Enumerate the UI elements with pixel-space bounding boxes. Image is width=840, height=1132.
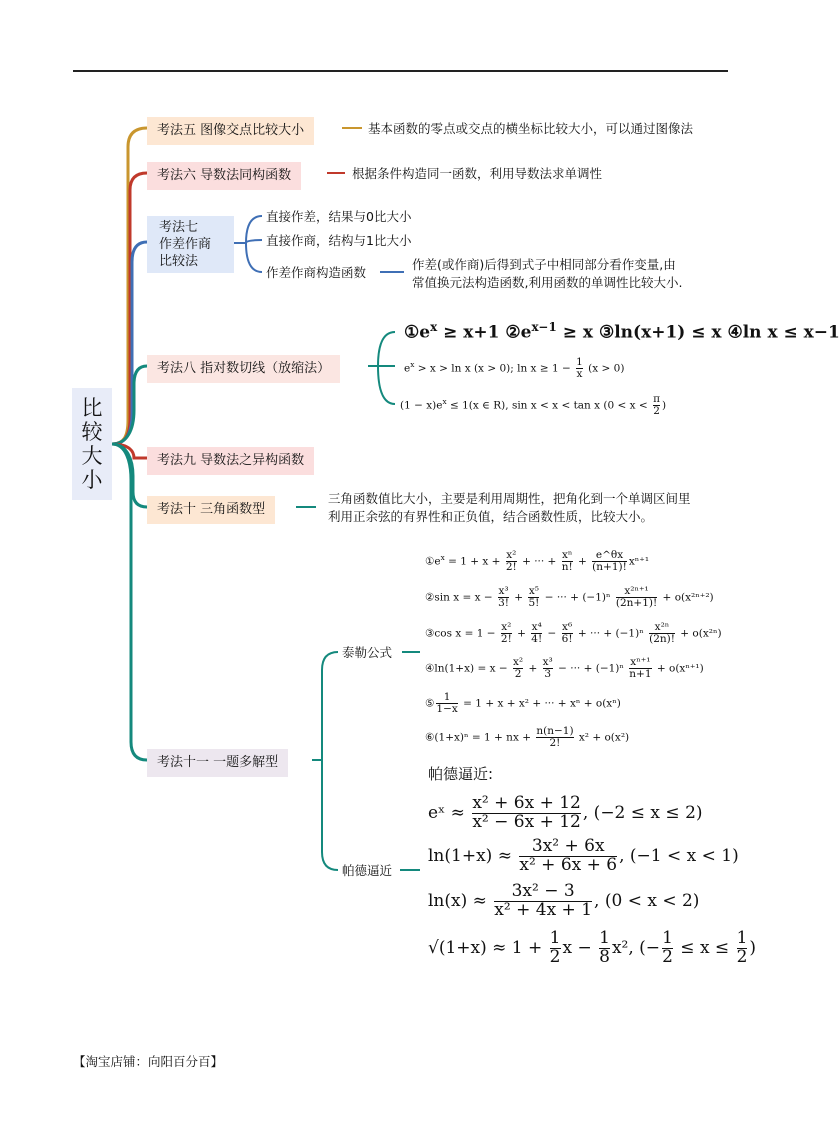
method6-node: 考法六 导数法同构函数 bbox=[147, 162, 301, 190]
root-char: 较 bbox=[81, 420, 103, 444]
taylor-formula-1: $①e^x = 1 + x$ + $\frac{\text{x²}}{2!}$ + ··· + $\frac{\text{xⁿ}}{n!}$ + $\frac{e\^{}\theta x}{(n+1)!}$ xⁿ⁺¹ bbox=[425, 549, 650, 574]
taylor-formula-6: ⑥(1+x)ⁿ = 1 + nx + $\frac{n(n-1)}{2!}$ x² + o(x²) bbox=[425, 725, 630, 750]
method10-desc: 利用正余弦的有界性和正负值，结合函数性质，比较大小。 bbox=[328, 509, 654, 524]
method6-desc: 根据条件构造同一函数，利用导数法求单调性 bbox=[352, 166, 603, 181]
root-char: 大 bbox=[81, 444, 103, 468]
method7-branch: 直接作差，结果与0比大小 bbox=[266, 209, 412, 224]
method9-node: 考法九 导数法之异构函数 bbox=[147, 447, 314, 475]
method11-node: 考法十一 一题多解型 bbox=[147, 749, 288, 777]
method8-node: 考法八 指对数切线（放缩法） bbox=[147, 355, 340, 383]
method7-label-line: 作差作商 bbox=[159, 237, 212, 252]
root-node bbox=[72, 388, 112, 500]
pade-label: 帕德逼近 bbox=[342, 863, 393, 878]
method7-sub-desc: 常值换元法构造函数,利用函数的单调性比较大小. bbox=[412, 275, 683, 290]
taylor-formula-5: ⑤ $\frac{1}{1-x}$ = 1 + x + x² + ··· + xⁿ + o(xⁿ) bbox=[425, 691, 621, 716]
method5-node: 考法五 图像交点比较大小 bbox=[147, 117, 314, 145]
pade-heading: 帕德逼近: bbox=[428, 765, 494, 783]
root-char: 比 bbox=[81, 396, 103, 420]
method7-label-line: 比较法 bbox=[159, 254, 199, 269]
method8-formula-2: $e^x > x > \ln x$ (x > 0); ln x ≥ 1 − $\frac{1}{x}$ (x > 0) bbox=[404, 356, 625, 381]
footer-shop: 【淘宝店铺：向阳百分百】 bbox=[73, 1054, 224, 1069]
method7-branch: 直接作商，结构与1比大小 bbox=[266, 233, 412, 248]
pade-formula-3: ln(x) ≈ $\frac{\text{3x² − 3}}{\text{x² + 4x + 1}}$ , (0 < x < 2) bbox=[428, 881, 700, 920]
taylor-formula-3: ③cos x = 1 − $\frac{\text{x²}}{2!}$ + $\frac{\text{x⁴}}{4!}$ − $\frac{\text{x⁶}}{6!}$ + ··· + (−1)ⁿ $\frac{\text{x²ⁿ}}{(2n)!}$ + o(x²ⁿ) bbox=[425, 621, 722, 646]
method8-formula-1: $①e^x \ge x+1$ $②e^{x-1} \ge x$ ③ln(x+1) ≤ x ④ln x ≤ x−1 bbox=[404, 320, 840, 343]
taylor-formula-2: ②sin x = x − $\frac{\text{x³}}{3!}$ + $\frac{\text{x⁵}}{5!}$ − ··· + (−1)ⁿ $\frac{\text{x²ⁿ⁺¹}}{(2n+1)!}$ + o(x²ⁿ⁺²) bbox=[425, 585, 714, 610]
pade-formula-1: eˣ ≈ $\frac{\text{x² + 6x + 12}}{\text{x² − 6x + 12}}$ , (−2 ≤ x ≤ 2) bbox=[428, 793, 703, 832]
taylor-label: 泰勒公式 bbox=[342, 645, 393, 660]
method7-sub-desc: 作差(或作商)后得到式子中相同部分看作变量,由 bbox=[412, 257, 676, 272]
pade-formula-4: √(1+x) ≈ 1 + $\frac{1}{2}$ x − $\frac{1}{8}$ x², (− $\frac{1}{2}$ ≤ x ≤ $\frac{1}{2}$ ) bbox=[428, 928, 757, 967]
method8-formula-3: $(1 - x)e^x \le 1(x$ ∈ R), sin x < x < tan x (0 < x < $\frac{\pi}{2}$ ) bbox=[400, 393, 667, 418]
method10-node: 考法十 三角函数型 bbox=[147, 496, 275, 524]
method10-desc: 三角函数值比大小，主要是利用周期性，把角化到一个单调区间里 bbox=[328, 491, 691, 506]
pade-formula-2: ln(1+x) ≈ $\frac{\text{3x² + 6x}}{\text{x² + 6x + 6}}$ , (−1 < x < 1) bbox=[428, 836, 739, 875]
method7-branch: 作差作商构造函数 bbox=[266, 265, 367, 280]
method7-node bbox=[147, 216, 234, 273]
taylor-formula-4: ④ln(1+x) = x − $\frac{\text{x²}}{2}$ + $\frac{\text{x³}}{3}$ − ··· + (−1)ⁿ $\frac{\text{xⁿ⁺¹}}{n+1}$ + o(xⁿ⁺¹) bbox=[425, 656, 704, 681]
method7-label-line: 考法七 bbox=[159, 220, 199, 235]
method5-desc: 基本函数的零点或交点的横坐标比较大小，可以通过图像法 bbox=[368, 121, 694, 136]
root-char: 小 bbox=[81, 468, 103, 492]
